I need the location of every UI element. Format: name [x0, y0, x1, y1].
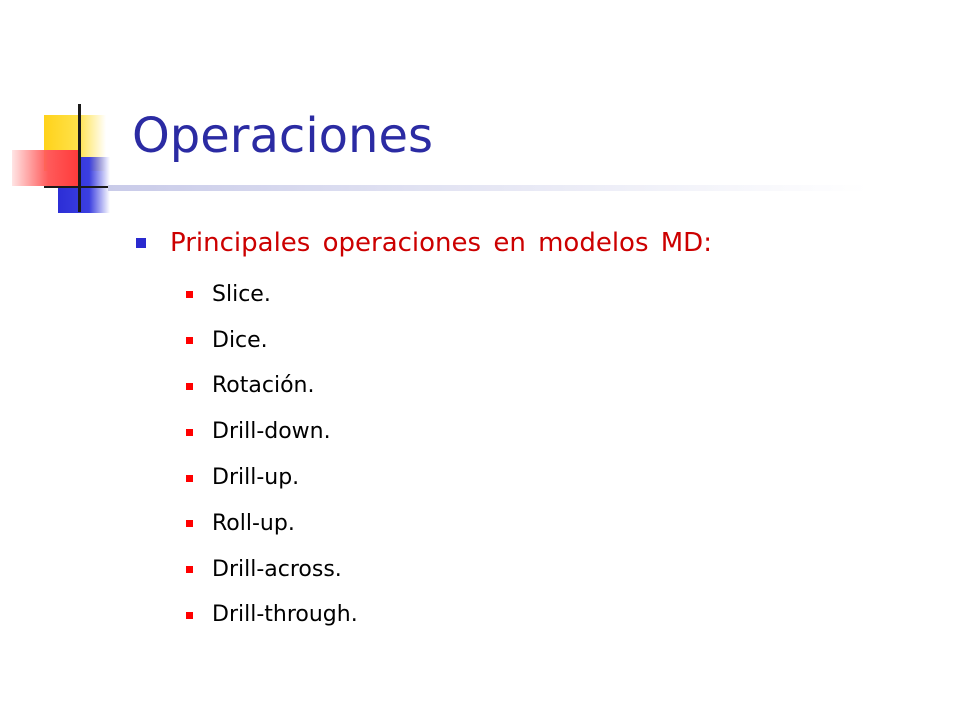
bullet-marker-icon: [186, 475, 193, 482]
list-item-text: Dice.: [212, 327, 268, 353]
list-item: [186, 409, 358, 455]
bullet-marker-icon: [186, 291, 193, 298]
list-item: [186, 272, 358, 318]
slide-logo-decoration: [0, 0, 140, 230]
bullet-marker-icon: [186, 566, 193, 573]
list-item: [186, 501, 358, 547]
main-bullet-text: Principales operaciones en modelos MD:: [170, 228, 712, 258]
main-bullet: [136, 224, 712, 262]
operations-list: [186, 272, 358, 638]
logo-vertical-line: [78, 104, 81, 212]
list-item: [186, 593, 358, 639]
bullet-marker-icon: [186, 429, 193, 436]
title-underline-rule: [108, 185, 868, 191]
main-bullet-marker-icon: [136, 238, 146, 248]
bullet-marker-icon: [186, 520, 193, 527]
list-item-text: Rotación.: [212, 373, 315, 399]
list-item: [186, 455, 358, 501]
list-item-text: Drill-across.: [212, 556, 342, 582]
list-item: [186, 364, 358, 410]
bullet-marker-icon: [186, 612, 193, 619]
list-item-text: Drill-down.: [212, 419, 331, 445]
bullet-marker-icon: [186, 383, 193, 390]
list-item: [186, 318, 358, 364]
slide-title: Operaciones: [132, 108, 433, 164]
logo-red-square: [12, 150, 78, 186]
list-item-text: Roll-up.: [212, 510, 295, 536]
list-item: [186, 547, 358, 593]
list-item-text: Drill-up.: [212, 465, 300, 491]
bullet-marker-icon: [186, 337, 193, 344]
list-item-text: Slice.: [212, 281, 271, 307]
list-item-text: Drill-through.: [212, 602, 358, 628]
